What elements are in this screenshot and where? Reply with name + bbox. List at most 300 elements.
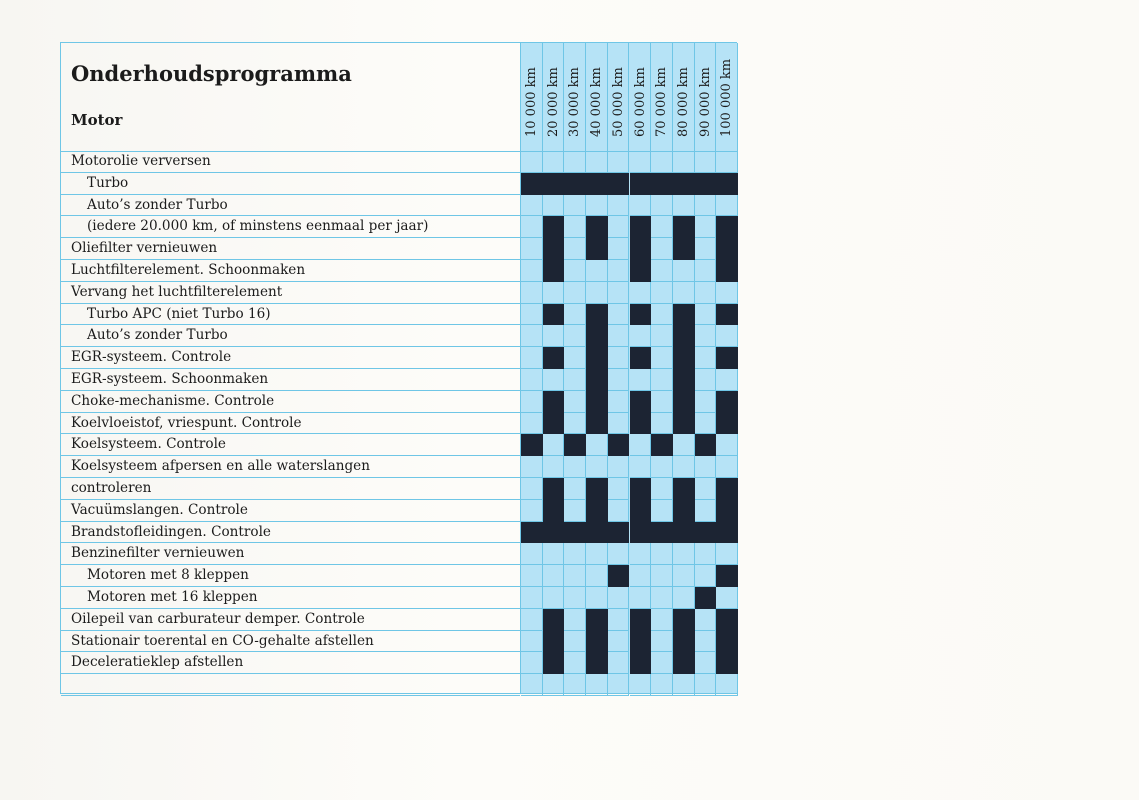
interval-cell-empty <box>651 413 673 435</box>
interval-cell-empty <box>608 151 630 173</box>
interval-mark-filled <box>630 260 652 282</box>
table-row <box>61 587 737 609</box>
interval-cell-empty <box>695 260 717 282</box>
interval-cell-empty <box>651 304 673 326</box>
interval-mark-filled <box>716 565 738 587</box>
interval-mark-filled <box>586 631 608 653</box>
interval-column-headers <box>521 43 738 152</box>
interval-mark-filled <box>716 260 738 282</box>
interval-cell-empty <box>564 500 586 522</box>
interval-mark-filled <box>630 216 652 238</box>
interval-cell-empty <box>651 347 673 369</box>
interval-cell-empty <box>564 478 586 500</box>
interval-mark-filled <box>651 173 673 195</box>
interval-mark-filled <box>673 369 695 391</box>
table-row <box>61 631 737 653</box>
interval-cell-empty <box>651 565 673 587</box>
interval-cell-empty <box>586 456 608 478</box>
interval-mark-filled <box>608 434 630 456</box>
interval-cells <box>521 216 738 238</box>
interval-cell-empty <box>608 282 630 304</box>
interval-cell-empty <box>673 195 695 217</box>
table-row <box>61 500 737 522</box>
interval-cell-empty <box>695 195 717 217</box>
interval-cell-empty <box>521 543 543 565</box>
interval-cell-empty <box>695 543 717 565</box>
task-label: EGR-systeem. Controle <box>61 347 520 369</box>
interval-cell-empty <box>716 456 738 478</box>
task-label: Motoren met 16 kleppen <box>61 587 520 609</box>
interval-mark-filled <box>543 260 565 282</box>
task-label: EGR-systeem. Schoonmaken <box>61 369 520 391</box>
interval-cell-empty <box>608 238 630 260</box>
interval-cell-empty <box>630 195 652 217</box>
task-label: Koelsysteem afpersen en alle waterslangen <box>61 456 520 478</box>
interval-cell-empty <box>564 369 586 391</box>
interval-mark-filled <box>695 434 717 456</box>
interval-mark-filled <box>521 522 543 544</box>
interval-cell-empty <box>521 304 543 326</box>
interval-cell-empty <box>543 369 565 391</box>
interval-cell-empty <box>651 587 673 609</box>
interval-mark-filled <box>716 347 738 369</box>
table-row <box>61 543 737 565</box>
interval-cell-empty <box>651 260 673 282</box>
interval-cell-empty <box>673 674 695 696</box>
interval-cell-empty <box>521 391 543 413</box>
interval-mark-filled <box>630 631 652 653</box>
interval-cells <box>521 195 738 217</box>
interval-cell-empty <box>521 151 543 173</box>
interval-cells <box>521 478 738 500</box>
interval-cell-empty <box>630 587 652 609</box>
interval-mark-filled <box>564 173 586 195</box>
interval-cell-empty <box>695 304 717 326</box>
table-row <box>61 195 737 217</box>
interval-cell-empty <box>564 238 586 260</box>
interval-cells <box>521 522 738 544</box>
task-label: Brandstofleidingen. Controle <box>61 522 520 544</box>
interval-cell-empty <box>695 391 717 413</box>
task-label: Luchtfilterelement. Schoonmaken <box>61 260 520 282</box>
interval-cell-empty <box>695 238 717 260</box>
column-header <box>651 43 673 151</box>
interval-mark-filled <box>543 347 565 369</box>
interval-mark-filled <box>673 238 695 260</box>
column-header-label: 80 000 km <box>675 67 691 137</box>
interval-cell-empty <box>608 587 630 609</box>
interval-mark-filled <box>716 304 738 326</box>
interval-mark-filled <box>630 652 652 674</box>
interval-mark-filled <box>716 238 738 260</box>
interval-cell-empty <box>608 195 630 217</box>
interval-cells <box>521 282 738 304</box>
interval-cell-empty <box>521 478 543 500</box>
interval-mark-filled <box>564 522 586 544</box>
task-label: Motoren met 8 kleppen <box>61 565 520 587</box>
interval-cell-empty <box>651 652 673 674</box>
interval-mark-filled <box>586 391 608 413</box>
interval-mark-filled <box>630 347 652 369</box>
interval-cell-empty <box>586 282 608 304</box>
interval-mark-filled <box>673 478 695 500</box>
interval-cell-empty <box>695 565 717 587</box>
interval-cell-empty <box>673 543 695 565</box>
interval-mark-filled <box>673 325 695 347</box>
interval-mark-filled <box>543 413 565 435</box>
table-row <box>61 674 737 696</box>
table-row <box>61 304 737 326</box>
column-header-label: 20 000 km <box>545 67 561 137</box>
interval-cells <box>521 500 738 522</box>
column-header <box>564 43 586 151</box>
interval-cell-empty <box>608 674 630 696</box>
table-row <box>61 238 737 260</box>
interval-cell-empty <box>564 652 586 674</box>
interval-mark-filled <box>695 522 717 544</box>
interval-cells <box>521 543 738 565</box>
table-row <box>61 565 737 587</box>
interval-mark-filled <box>630 391 652 413</box>
interval-cell-empty <box>521 369 543 391</box>
interval-cell-empty <box>521 195 543 217</box>
interval-cell-empty <box>716 674 738 696</box>
interval-mark-filled <box>586 238 608 260</box>
interval-cell-empty <box>608 543 630 565</box>
interval-mark-filled <box>673 304 695 326</box>
interval-cell-empty <box>716 369 738 391</box>
interval-cell-empty <box>608 260 630 282</box>
interval-cell-empty <box>564 631 586 653</box>
task-label: controleren <box>61 478 520 500</box>
interval-cell-empty <box>521 652 543 674</box>
interval-cell-empty <box>586 543 608 565</box>
interval-cells <box>521 304 738 326</box>
column-header <box>630 43 652 151</box>
interval-mark-filled <box>630 238 652 260</box>
interval-cell-empty <box>651 369 673 391</box>
task-label: Deceleratieklep afstellen <box>61 652 520 674</box>
interval-cell-empty <box>630 151 652 173</box>
column-header-label: 90 000 km <box>697 67 713 137</box>
interval-cell-empty <box>695 500 717 522</box>
column-header-label: 50 000 km <box>610 67 626 137</box>
task-label: Turbo <box>61 173 520 195</box>
interval-cell-empty <box>564 391 586 413</box>
interval-cell-empty <box>695 456 717 478</box>
table-row <box>61 434 737 456</box>
interval-cell-empty <box>695 325 717 347</box>
interval-cells <box>521 631 738 653</box>
interval-cell-empty <box>608 391 630 413</box>
interval-mark-filled <box>716 413 738 435</box>
interval-mark-filled <box>543 652 565 674</box>
interval-cell-empty <box>543 151 565 173</box>
interval-cell-empty <box>543 565 565 587</box>
table-row <box>61 413 737 435</box>
interval-cell-empty <box>695 151 717 173</box>
interval-cell-empty <box>608 500 630 522</box>
interval-cells <box>521 151 738 173</box>
table-row <box>61 325 737 347</box>
column-header-label: 10 000 km <box>524 67 539 137</box>
column-header <box>521 43 543 151</box>
table-row <box>61 347 737 369</box>
task-label: Stationair toerental en CO-gehalte afstellen <box>61 631 520 653</box>
interval-cell-empty <box>716 325 738 347</box>
interval-cell-empty <box>716 282 738 304</box>
interval-cell-empty <box>543 543 565 565</box>
interval-cell-empty <box>716 151 738 173</box>
interval-cell-empty <box>564 304 586 326</box>
interval-mark-filled <box>651 434 673 456</box>
interval-cell-empty <box>586 151 608 173</box>
interval-cells <box>521 674 738 696</box>
interval-cell-empty <box>651 631 673 653</box>
interval-cell-empty <box>608 216 630 238</box>
interval-cells <box>521 609 738 631</box>
interval-cell-empty <box>695 478 717 500</box>
interval-mark-filled <box>673 216 695 238</box>
interval-cell-empty <box>521 238 543 260</box>
task-label: Benzinefilter vernieuwen <box>61 543 520 565</box>
interval-cell-empty <box>651 500 673 522</box>
interval-mark-filled <box>543 216 565 238</box>
interval-mark-filled <box>716 631 738 653</box>
interval-cell-empty <box>564 216 586 238</box>
interval-cell-empty <box>651 543 673 565</box>
interval-cell-empty <box>521 260 543 282</box>
interval-mark-filled <box>716 652 738 674</box>
interval-cell-empty <box>521 565 543 587</box>
interval-mark-filled <box>586 304 608 326</box>
column-header <box>695 43 717 151</box>
interval-cell-empty <box>651 216 673 238</box>
interval-cell-empty <box>630 325 652 347</box>
interval-cell-empty <box>651 478 673 500</box>
interval-cell-empty <box>521 347 543 369</box>
interval-cell-empty <box>521 413 543 435</box>
interval-cell-empty <box>695 282 717 304</box>
interval-cell-empty <box>695 674 717 696</box>
interval-cell-empty <box>608 478 630 500</box>
column-header <box>716 43 738 151</box>
interval-cell-empty <box>630 543 652 565</box>
interval-cell-empty <box>673 282 695 304</box>
interval-cell-empty <box>630 282 652 304</box>
interval-cell-empty <box>564 347 586 369</box>
interval-mark-filled <box>543 173 565 195</box>
column-header-label: 40 000 km <box>589 67 605 137</box>
table-row <box>61 216 737 238</box>
column-header-label: 30 000 km <box>567 67 583 137</box>
interval-cell-empty <box>673 456 695 478</box>
interval-cell-empty <box>651 151 673 173</box>
interval-cell-empty <box>695 347 717 369</box>
interval-mark-filled <box>586 522 608 544</box>
interval-mark-filled <box>630 478 652 500</box>
interval-cell-empty <box>521 282 543 304</box>
interval-cell-empty <box>543 434 565 456</box>
interval-mark-filled <box>586 173 608 195</box>
task-label: Motorolie verversen <box>61 151 520 173</box>
interval-mark-filled <box>586 500 608 522</box>
interval-cell-empty <box>608 631 630 653</box>
interval-cell-empty <box>586 565 608 587</box>
interval-cells <box>521 413 738 435</box>
task-label: Koelvloeistof, vriespunt. Controle <box>61 413 520 435</box>
task-rows <box>61 151 737 696</box>
task-label <box>61 674 520 696</box>
interval-cell-empty <box>673 151 695 173</box>
interval-cell-empty <box>695 413 717 435</box>
interval-cell-empty <box>651 674 673 696</box>
task-label: Choke-mechanisme. Controle <box>61 391 520 413</box>
interval-cell-empty <box>586 260 608 282</box>
interval-mark-filled <box>586 369 608 391</box>
column-header <box>586 43 608 151</box>
column-header <box>673 43 695 151</box>
page-title: Onderhoudsprogramma <box>71 61 352 86</box>
task-label: Oliefilter vernieuwen <box>61 238 520 260</box>
interval-cell-empty <box>651 391 673 413</box>
table-row <box>61 173 737 195</box>
interval-mark-filled <box>716 391 738 413</box>
interval-cell-empty <box>630 456 652 478</box>
table-row <box>61 456 737 478</box>
interval-mark-filled <box>608 522 630 544</box>
maintenance-schedule-table <box>60 42 737 694</box>
interval-cell-empty <box>651 238 673 260</box>
interval-cell-empty <box>651 282 673 304</box>
interval-cell-empty <box>608 413 630 435</box>
interval-cell-empty <box>564 260 586 282</box>
column-header-label: 60 000 km <box>632 67 648 137</box>
interval-mark-filled <box>673 500 695 522</box>
interval-mark-filled <box>716 173 738 195</box>
section-title: Motor <box>71 111 123 129</box>
task-label: (iedere 20.000 km, of minstens eenmaal per jaar) <box>61 216 520 238</box>
interval-cell-empty <box>564 587 586 609</box>
task-label: Koelsysteem. Controle <box>61 434 520 456</box>
interval-cells <box>521 347 738 369</box>
interval-cell-empty <box>543 325 565 347</box>
interval-cell-empty <box>564 282 586 304</box>
interval-cells <box>521 456 738 478</box>
column-header-label: 100 000 km <box>719 58 735 137</box>
interval-mark-filled <box>673 609 695 631</box>
interval-mark-filled <box>630 173 652 195</box>
interval-cells <box>521 369 738 391</box>
interval-mark-filled <box>586 652 608 674</box>
interval-mark-filled <box>586 347 608 369</box>
interval-cell-empty <box>521 216 543 238</box>
interval-cells <box>521 652 738 674</box>
table-row <box>61 652 737 674</box>
interval-cell-empty <box>564 609 586 631</box>
column-header-label: 70 000 km <box>654 67 670 137</box>
table-row <box>61 522 737 544</box>
interval-cells <box>521 434 738 456</box>
interval-mark-filled <box>673 173 695 195</box>
task-label: Vacuümslangen. Controle <box>61 500 520 522</box>
task-label: Vervang het luchtfilterelement <box>61 282 520 304</box>
interval-mark-filled <box>716 609 738 631</box>
interval-cell-empty <box>543 456 565 478</box>
interval-cell-empty <box>608 609 630 631</box>
interval-mark-filled <box>564 434 586 456</box>
interval-cell-empty <box>651 195 673 217</box>
interval-cell-empty <box>543 674 565 696</box>
interval-mark-filled <box>586 216 608 238</box>
interval-cell-empty <box>716 434 738 456</box>
interval-mark-filled <box>651 522 673 544</box>
task-label: Auto’s zonder Turbo <box>61 325 520 347</box>
interval-cell-empty <box>608 304 630 326</box>
column-header <box>608 43 630 151</box>
interval-mark-filled <box>543 304 565 326</box>
interval-mark-filled <box>543 238 565 260</box>
table-row <box>61 609 737 631</box>
interval-cell-empty <box>630 674 652 696</box>
interval-mark-filled <box>630 413 652 435</box>
interval-cell-empty <box>521 631 543 653</box>
interval-cell-empty <box>608 369 630 391</box>
interval-mark-filled <box>673 652 695 674</box>
interval-cell-empty <box>716 195 738 217</box>
interval-mark-filled <box>630 609 652 631</box>
interval-cell-empty <box>521 674 543 696</box>
interval-cell-empty <box>586 587 608 609</box>
interval-cells <box>521 587 738 609</box>
interval-cell-empty <box>651 609 673 631</box>
interval-cell-empty <box>564 151 586 173</box>
interval-cells <box>521 260 738 282</box>
interval-mark-filled <box>586 413 608 435</box>
interval-cell-empty <box>695 369 717 391</box>
table-row <box>61 391 737 413</box>
interval-mark-filled <box>543 609 565 631</box>
interval-cell-empty <box>586 195 608 217</box>
interval-mark-filled <box>630 522 652 544</box>
interval-cell-empty <box>630 565 652 587</box>
column-header <box>543 43 565 151</box>
interval-cell-empty <box>651 456 673 478</box>
interval-cell-empty <box>521 609 543 631</box>
interval-mark-filled <box>630 500 652 522</box>
interval-cell-empty <box>564 543 586 565</box>
interval-cell-empty <box>651 325 673 347</box>
interval-cell-empty <box>695 216 717 238</box>
interval-cell-empty <box>608 347 630 369</box>
interval-cell-empty <box>564 456 586 478</box>
interval-mark-filled <box>716 522 738 544</box>
interval-mark-filled <box>716 500 738 522</box>
interval-cell-empty <box>521 456 543 478</box>
table-row <box>61 151 737 173</box>
interval-cell-empty <box>608 652 630 674</box>
interval-mark-filled <box>673 391 695 413</box>
interval-cell-empty <box>716 587 738 609</box>
interval-cell-empty <box>543 282 565 304</box>
interval-mark-filled <box>543 478 565 500</box>
interval-cells <box>521 325 738 347</box>
interval-cell-empty <box>716 543 738 565</box>
interval-mark-filled <box>695 587 717 609</box>
interval-cell-empty <box>630 369 652 391</box>
interval-mark-filled <box>695 173 717 195</box>
interval-cells <box>521 391 738 413</box>
